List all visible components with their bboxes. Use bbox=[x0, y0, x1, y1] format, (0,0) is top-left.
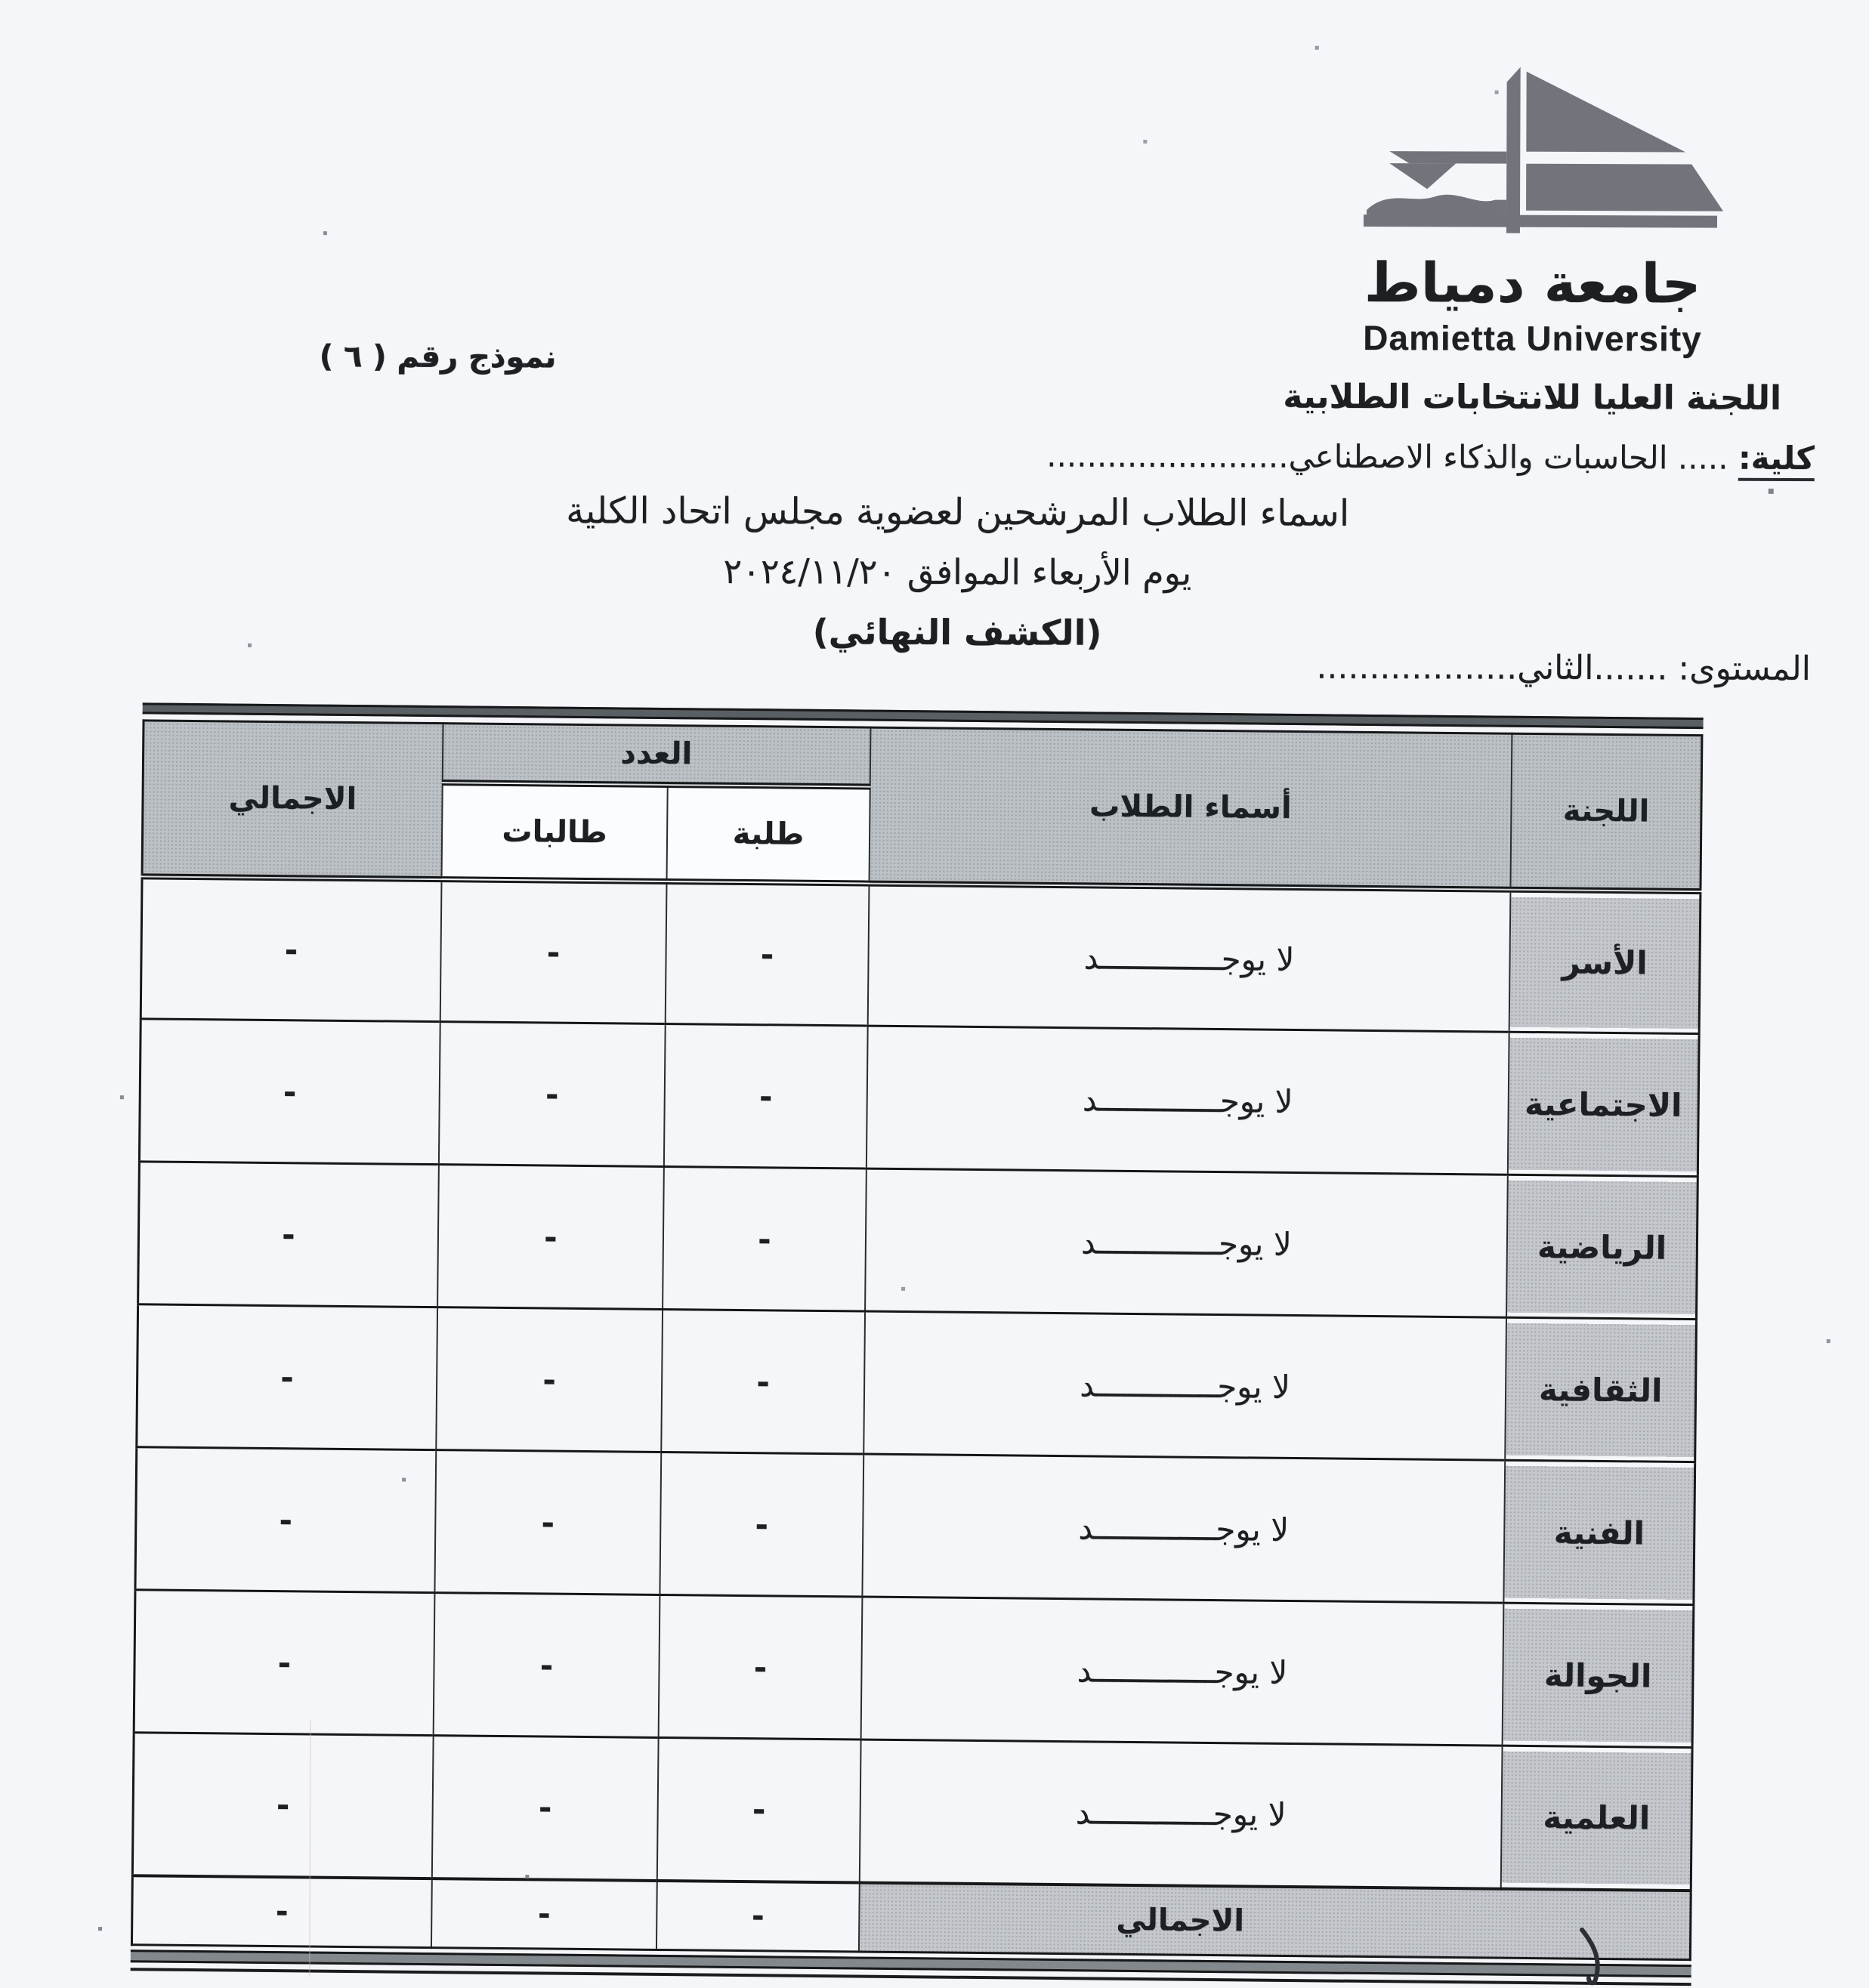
committee-name: الفنية bbox=[1504, 1460, 1695, 1604]
names-cell: لا يوجـــــــــــــد bbox=[867, 1026, 1509, 1175]
pen-mark bbox=[1568, 1927, 1621, 1987]
university-name-arabic: جامعة دمياط bbox=[1364, 250, 1701, 316]
title-final-list: (الكشف النهائي) bbox=[812, 611, 1102, 653]
faculty-label: كلية: bbox=[1738, 440, 1815, 481]
table-row-rovers bbox=[134, 1590, 1694, 1748]
male-count: - bbox=[664, 1024, 867, 1169]
names-cell: لا يوجـــــــــــــد bbox=[865, 1168, 1508, 1317]
female-count: - bbox=[431, 1878, 657, 1950]
committee-name: الجوالة bbox=[1503, 1603, 1694, 1747]
table-row-grand-total bbox=[131, 1875, 1691, 1960]
header-male-students: طلبة bbox=[667, 785, 870, 884]
table-row-scientific bbox=[132, 1733, 1692, 1891]
level-line: المستوى: .......الثاني................... bbox=[1316, 647, 1812, 689]
faculty-value: ..... الحاسبات والذكاء الاصطناعي........................ bbox=[1046, 437, 1738, 477]
header-student-names: أسماء الطلاب bbox=[869, 727, 1512, 889]
names-cell: لا يوجـــــــــــــد bbox=[867, 883, 1510, 1032]
table-row-cultural bbox=[137, 1304, 1697, 1462]
university-name-english: Damietta University bbox=[1363, 317, 1702, 359]
university-logo bbox=[1336, 62, 1730, 251]
female-count: - bbox=[440, 879, 666, 1024]
male-count: - bbox=[659, 1594, 862, 1740]
committee-name: الثقافية bbox=[1505, 1317, 1696, 1462]
total-count: - bbox=[138, 1162, 439, 1307]
header-count: العدد bbox=[442, 724, 870, 786]
male-count: - bbox=[660, 1452, 863, 1597]
names-cell: لا يوجـــــــــــــد bbox=[860, 1597, 1503, 1746]
header-committee: اللجنة bbox=[1511, 733, 1702, 891]
female-count: - bbox=[439, 1022, 666, 1167]
document-titles bbox=[345, 489, 1570, 655]
faculty-line bbox=[1046, 437, 1815, 477]
total-count: - bbox=[137, 1304, 437, 1450]
male-count: - bbox=[657, 1737, 860, 1882]
university-brand-block bbox=[1268, 62, 1798, 418]
total-count: - bbox=[131, 1875, 431, 1948]
table-row-sports bbox=[138, 1162, 1698, 1320]
male-count: - bbox=[661, 1309, 864, 1454]
female-count: - bbox=[437, 1165, 664, 1310]
table-row-families bbox=[141, 876, 1701, 1034]
names-cell: لا يوجـــــــــــــد bbox=[862, 1454, 1505, 1603]
female-count: - bbox=[431, 1736, 658, 1881]
total-count: - bbox=[141, 876, 441, 1022]
grand-total-label: الاجمالي bbox=[859, 1882, 1691, 1960]
committee-name: الرياضية bbox=[1506, 1175, 1698, 1319]
committee-name: الاجتماعية bbox=[1508, 1032, 1699, 1176]
title-date: يوم الأربعاء الموافق ٢٠٢٤/١١/٢٠ bbox=[723, 551, 1192, 594]
committee-name: العلمية bbox=[1501, 1746, 1692, 1890]
names-cell: لا يوجـــــــــــــد bbox=[859, 1740, 1502, 1888]
male-count: - bbox=[663, 1167, 866, 1312]
names-cell: لا يوجـــــــــــــد bbox=[863, 1311, 1506, 1460]
header-total: الاجمالي bbox=[142, 721, 443, 879]
title-candidates: اسماء الطلاب المرشحين لعضوية مجلس اتحاد الكلية bbox=[566, 489, 1350, 535]
male-count: - bbox=[666, 881, 869, 1026]
total-count: - bbox=[135, 1447, 436, 1593]
table-row-social bbox=[139, 1019, 1699, 1177]
total-count: - bbox=[132, 1733, 433, 1878]
female-count: - bbox=[434, 1450, 661, 1595]
candidates-table bbox=[131, 719, 1703, 1961]
elections-committee-title: اللجنة العليا للانتخابات الطلابية bbox=[1283, 377, 1782, 418]
committee-name: الأسر bbox=[1509, 889, 1701, 1033]
header-female-students: طالبات bbox=[441, 783, 668, 881]
total-count: - bbox=[134, 1590, 434, 1736]
candidates-table-wrap bbox=[131, 702, 1704, 1986]
form-number: نموذج رقم ( ٦ ) bbox=[319, 339, 557, 375]
female-count: - bbox=[436, 1307, 663, 1452]
table-row-artistic bbox=[135, 1447, 1695, 1605]
female-count: - bbox=[433, 1593, 660, 1738]
total-count: - bbox=[139, 1019, 440, 1165]
male-count: - bbox=[656, 1880, 859, 1952]
